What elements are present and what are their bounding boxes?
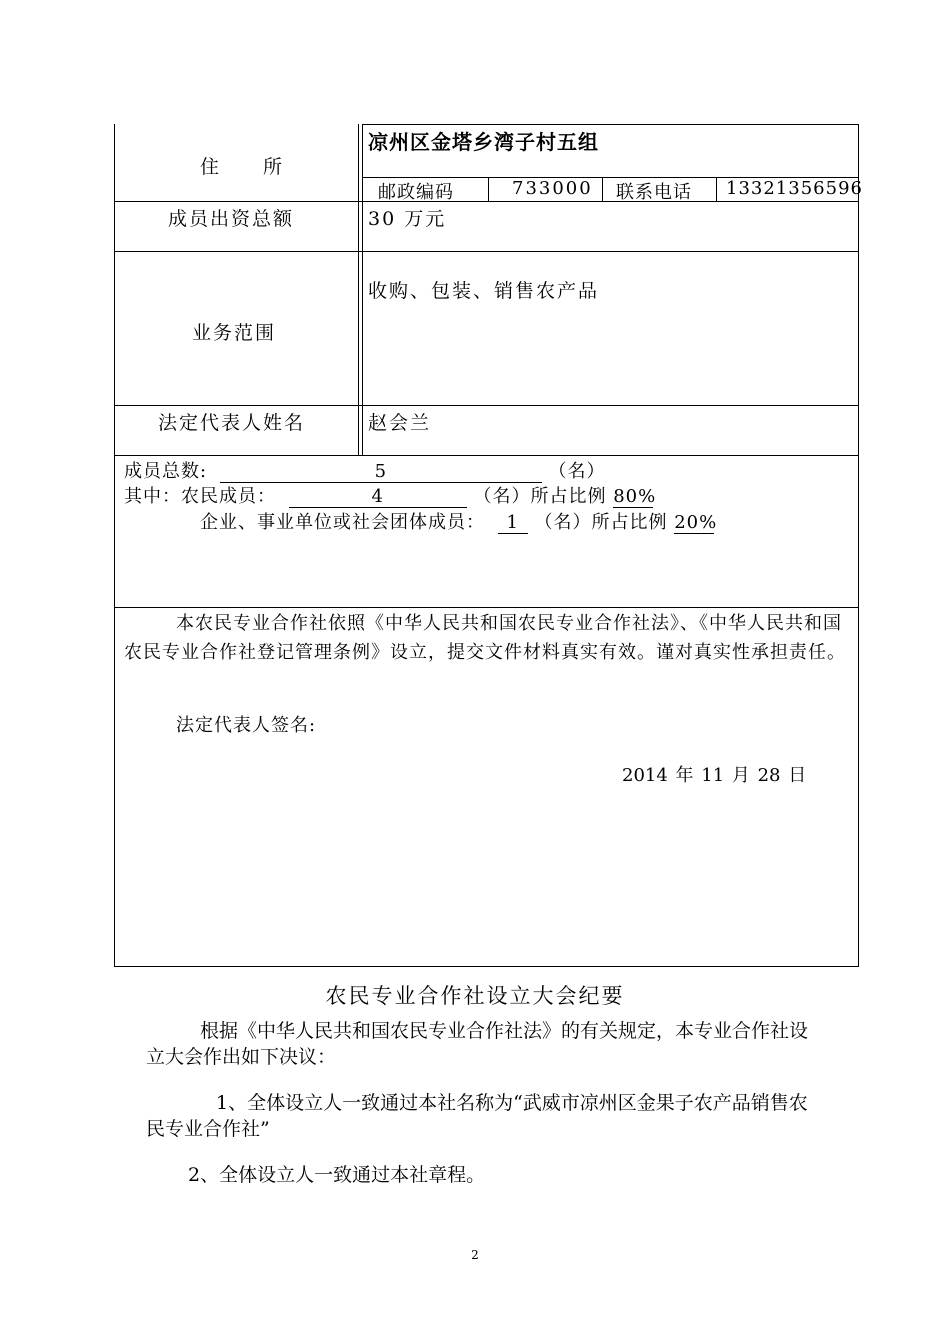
member-total-line	[124, 457, 606, 483]
capital-label: 成员出资总额	[168, 208, 295, 230]
row-line-2	[114, 251, 859, 252]
cell-divider-3	[716, 177, 717, 201]
cell-divider-1	[488, 177, 489, 201]
phone-label: 联系电话	[616, 182, 692, 203]
scope-label: 业务范围	[192, 322, 277, 344]
row-line-5	[114, 607, 859, 608]
org-members-line	[200, 508, 718, 534]
signature-label: 法定代表人签名:	[176, 715, 317, 736]
org-ratio-value: 20%	[674, 512, 718, 533]
farmer-members-line	[124, 482, 657, 508]
farmer-members-label: 其中：农民成员：	[124, 486, 276, 507]
cell-divider-2	[602, 177, 603, 201]
declaration-date: 2014 年 11 月 28 日	[622, 765, 807, 786]
farmer-ratio-label: （名）所占比例	[473, 486, 607, 507]
declaration-text: 本农民专业合作社依照《中华人民共和国农民专业合作社法》、《中华人民共和国农民专业合作社登记管理条例》设立，提交文件材料真实有效。谨对真实性承担责任。	[124, 613, 846, 663]
postcode-label: 邮政编码	[378, 182, 454, 203]
scope-value: 收购、包装、销售农产品	[368, 280, 600, 302]
postcode-value: 733000	[512, 178, 593, 199]
minutes-item-2: 2、全体设立人一致通过本社章程。	[188, 1164, 486, 1186]
farmer-ratio-value: 80%	[613, 486, 657, 507]
phone-value: 13321356596	[726, 178, 863, 199]
rep-label: 法定代表人姓名	[158, 412, 306, 434]
residence-label: 住 所	[200, 156, 285, 178]
rep-value: 赵会兰	[368, 412, 432, 434]
table-divider-2	[362, 124, 363, 456]
farmer-members-value: 4	[289, 486, 467, 508]
org-ratio-label: （名）所占比例	[534, 512, 668, 533]
org-members-value: 1	[498, 512, 528, 534]
member-total-label: 成员总数:	[124, 461, 208, 482]
table-divider	[358, 124, 359, 456]
member-total-value: 5	[220, 461, 542, 483]
residence-value: 凉州区金塔乡湾子村五组	[368, 130, 599, 154]
member-total-unit: （名）	[548, 461, 606, 482]
org-members-label: 企业、事业单位或社会团体成员：	[200, 512, 485, 533]
minutes-item-1: 1、全体设立人一致通过本社名称为“武威市凉州区金果子农产品销售农民专业合作社”	[146, 1092, 808, 1140]
minutes-title: 农民专业合作社设立大会纪要	[325, 984, 625, 1008]
table-border-top	[362, 124, 859, 125]
table-border-bottom	[114, 966, 859, 967]
page-number: 2	[471, 1248, 479, 1262]
minutes-intro: 根据《中华人民共和国农民专业合作社法》的有关规定，本专业合作社设立大会作出如下决议：	[146, 1020, 809, 1068]
capital-value: 30 万元	[368, 208, 447, 230]
row-line-1	[114, 201, 859, 202]
row-line-4	[114, 455, 859, 456]
row-line-3	[114, 405, 859, 406]
